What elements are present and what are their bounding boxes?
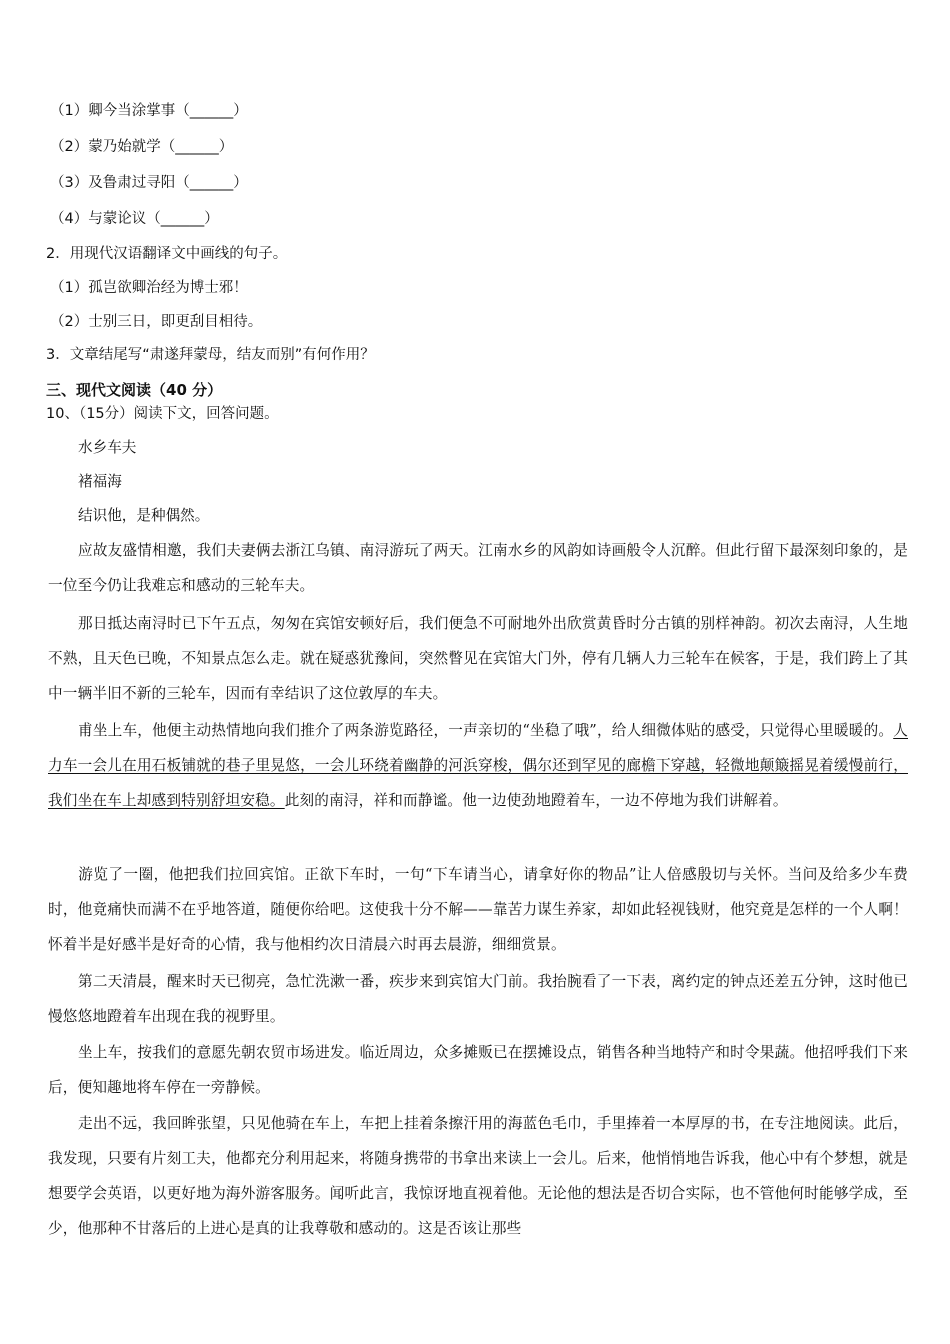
article-paragraph-7 <box>48 1035 908 1105</box>
question-1-subitem-4: （4）与蒙论议（______） <box>50 211 219 227</box>
question-1-subitem-3: （3）及鲁肃过寻阳（______） <box>50 175 248 191</box>
underlined-sentence: 人力车一会儿在用石板铺就的巷子里晃悠，一会儿环绕着幽静的河浜穿梭，偶尔还到罕见的廊檐下穿越，轻微地颠簸摇晃着缓慢前行，我们坐在车上却感到特别舒坦安稳。 <box>48 722 908 809</box>
article-paragraph-4 <box>48 713 908 818</box>
article-paragraph-1: 结识他，是种偶然。 <box>78 507 210 524</box>
question-10-prompt: 10、（15分）阅读下文，回答问题。 <box>46 406 279 422</box>
question-3: 3．文章结尾写“肃遂拜蒙母，结友而别”有何作用？ <box>46 347 375 363</box>
article-paragraph-2 <box>48 533 908 603</box>
section-heading: 三、现代文阅读（40 分） <box>46 381 223 399</box>
article-paragraph-8 <box>48 1106 908 1246</box>
paragraph-4-text-b: 此刻的南浔，祥和而静谧。他一边使劲地蹬着车，一边不停地为我们讲解着。 <box>284 792 788 809</box>
article-title: 水乡车夫 <box>78 439 137 456</box>
question-1-subitem-2: （2）蒙乃始就学（______） <box>50 139 234 155</box>
paragraph-2-text: 应故友盛情相邀，我们夫妻俩去浙江乌镇、南浔游玩了两天。江南水乡的风韵如诗画般令人沉醉。但此行留下最深刻印象的，是一位至今仍让我难忘和感动的三轮车夫。 <box>48 542 908 594</box>
paragraph-7-text: 坐上车，按我们的意愿先朝农贸市场进发。临近周边，众多摊贩已在摆摊设点，销售各种当地特产和时令果蔬。他招呼我们下来后，便知趣地将车停在一旁静候。 <box>48 1044 908 1096</box>
paragraph-8-text: 走出不远，我回眸张望，只见他骑在车上，车把上挂着条擦汗用的海蓝色毛巾，手里捧着一本厚厚的书，在专注地阅读。此后，我发现，只要有片刻工夫，他都充分利用起来，将随身携带的书拿出来读上一会儿。后来，他悄悄地告诉我，他心中有个梦想，就是想要学会英语，以更好地为海外游客服务。闻听此言，我惊讶地直视着他。无论他的想法是否切合实际，也不管他何时能够学成，至少，他那种不甘落后的上进心是真的让我尊敬和感动的。这是否该让那些 <box>48 1115 908 1237</box>
question-2-item-2: （2）士别三日，即更刮目相待。 <box>50 314 263 330</box>
article-author: 褚福海 <box>78 473 122 490</box>
paragraph-3-text: 那日抵达南浔时已下午五点，匆匆在宾馆安顿好后，我们便急不可耐地外出欣赏黄昏时分古镇的别样神韵。初次去南浔，人生地不熟，且天色已晚，不知景点怎么走。就在疑惑犹豫间，突然瞥见在宾馆大门外，停有几辆人力三轮车在候客，于是，我们跨上了其中一辆半旧不新的三轮车，因而有幸结识了这位敦厚的车夫。 <box>48 615 908 702</box>
question-2-title: 2．用现代汉语翻译文中画线的句子。 <box>46 246 288 262</box>
article-paragraph-3 <box>48 606 908 711</box>
question-1-subitem-1: （1）卿今当涂掌事（______） <box>50 103 248 119</box>
paragraph-4-text-a: 甫坐上车，他便主动热情地向我们推介了两条游览路径，一声亲切的“坐稳了哦”，给人细微体贴的感受，只觉得心里暖暖的。 <box>78 722 894 739</box>
paragraph-5-text: 游览了一圈，他把我们拉回宾馆。正欲下车时，一句“下车请当心，请拿好你的物品”让人倍感殷切与关怀。当问及给多少车费时，他竟痛快而满不在乎地答道，随便你给吧。这使我十分不解——靠苦力谋生养家，却如此轻视钱财，他究竟是怎样的一个人啊！怀着半是好感半是好奇的心情，我与他相约次日清晨六时再去晨游，细细赏景。 <box>48 866 908 953</box>
article-paragraph-6 <box>48 964 908 1034</box>
question-2-item-1: （1）孤岂欲卿治经为博士邪！ <box>50 280 248 296</box>
article-paragraph-5 <box>48 857 908 962</box>
paragraph-6-text: 第二天清晨，醒来时天已彻亮，急忙洗漱一番，疾步来到宾馆大门前。我抬腕看了一下表，离约定的钟点还差五分钟，这时他已慢悠悠地蹬着车出现在我的视野里。 <box>48 973 908 1025</box>
